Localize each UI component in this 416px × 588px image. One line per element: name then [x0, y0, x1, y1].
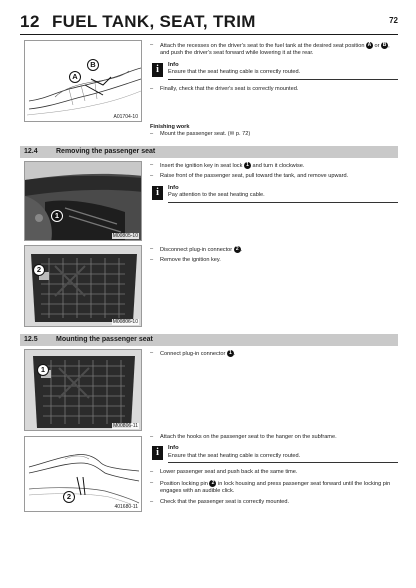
- step-attach-driver-seat: – Attach the recesses on the driver's seat to the fuel tank at the desired seat position A or B , and push the driver's seat forward while lowering it at the rear.: [150, 42, 390, 57]
- step-disconnect-plug: – Disconnect plug-in connector 2 .: [150, 246, 243, 253]
- section-title: Mounting the passenger seat: [56, 336, 153, 343]
- step-position-locking-pin: – Position locking pin 2 in lock housing and press passenger seat forward until the locking pin engages with an audible click.: [150, 479, 391, 495]
- figure-label: M00806-10: [112, 319, 138, 325]
- section-12-5-steps: [150, 350, 398, 361]
- section-12-5-steps-2: [150, 434, 398, 509]
- finishing-work-step: – Mount the passenger seat. (✉ p. 72): [150, 131, 251, 138]
- info-box: [150, 62, 398, 80]
- step-insert-key: – Insert the ignition key in seat lock 1 and turn it clockwise.: [150, 162, 305, 169]
- callout-1: 1: [227, 350, 234, 357]
- callout-2: 2: [33, 264, 45, 276]
- callout-2: 2: [209, 480, 216, 487]
- callout-1: 1: [51, 210, 63, 222]
- info-icon: i: [152, 186, 163, 200]
- info-title: Info: [168, 445, 179, 452]
- info-box: [150, 185, 398, 203]
- section-header-12-4: [20, 146, 398, 158]
- callout-a: A: [69, 71, 81, 83]
- figure-plug-connector: [24, 245, 142, 327]
- step-remove-key: – Remove the ignition key.: [150, 257, 221, 264]
- figure-driver-seat: [24, 40, 142, 122]
- section-number: 12.5: [24, 336, 38, 343]
- callout-1: 1: [37, 364, 49, 376]
- figure-seat-lock: [24, 161, 142, 241]
- seat-lock-photo: [25, 162, 142, 241]
- page-number: 72: [389, 16, 398, 25]
- finishing-work: [150, 124, 398, 142]
- section-title: Removing the passenger seat: [56, 148, 156, 155]
- plug-connector-photo: [25, 246, 142, 327]
- step-connect-plug: – Connect plug-in connector 1 .: [150, 350, 236, 357]
- figure-label: A01704-10: [113, 114, 138, 120]
- callout-1: 1: [244, 162, 251, 169]
- step-lower-seat: – Lower passenger seat and push back at the same time.: [150, 469, 298, 476]
- figure-label: M00805-10: [112, 233, 138, 239]
- header-rule: [20, 34, 398, 35]
- figure-label: M00806-11: [113, 423, 138, 429]
- top-instructions: [150, 42, 398, 96]
- callout-2: 2: [63, 491, 75, 503]
- connect-plug-photo: [25, 350, 142, 431]
- info-icon: i: [152, 63, 163, 77]
- info-box: [150, 445, 398, 463]
- info-icon: i: [152, 446, 163, 460]
- finishing-work-title: Finishing work: [150, 124, 190, 130]
- info-text: Ensure that the seat heating cable is correctly routed.: [168, 69, 398, 79]
- info-text: Ensure that the seat heating cable is correctly routed.: [168, 453, 398, 463]
- chapter-number: 12: [20, 12, 40, 31]
- step-raise-seat: – Raise front of the passenger seat, pull toward the tank, and remove upward.: [150, 173, 349, 180]
- callout-a: A: [367, 42, 372, 48]
- info-title: Info: [168, 61, 179, 68]
- info-text: Pay attention to the seat heating cable.: [168, 192, 398, 202]
- callout-b: B: [382, 42, 387, 48]
- step-check-passenger-seat: – Check that the passenger seat is correctly mounted.: [150, 498, 290, 505]
- figure-label: 401680-11: [114, 504, 138, 510]
- section-header-12-5: [20, 334, 398, 346]
- section-number: 12.4: [24, 148, 38, 155]
- passenger-seat-drawing: [25, 437, 142, 512]
- step-check-driver-seat: – Finally, check that the driver's seat is correctly mounted.: [150, 85, 299, 92]
- callout-2: 2: [234, 246, 241, 253]
- driver-seat-drawing: [25, 41, 142, 122]
- section-12-4-steps: [150, 162, 398, 209]
- figure-connect-plug: [24, 349, 142, 431]
- step-attach-hooks: – Attach the hooks on the passenger seat to the hanger on the subframe.: [150, 434, 337, 440]
- info-title: Info: [168, 184, 179, 191]
- callout-b: B: [87, 59, 99, 71]
- section-12-4-steps-2: [150, 246, 398, 268]
- figure-passenger-seat-lock: [24, 436, 142, 512]
- chapter-title: FUEL TANK, SEAT, TRIM: [52, 12, 256, 31]
- page-header: [20, 12, 398, 32]
